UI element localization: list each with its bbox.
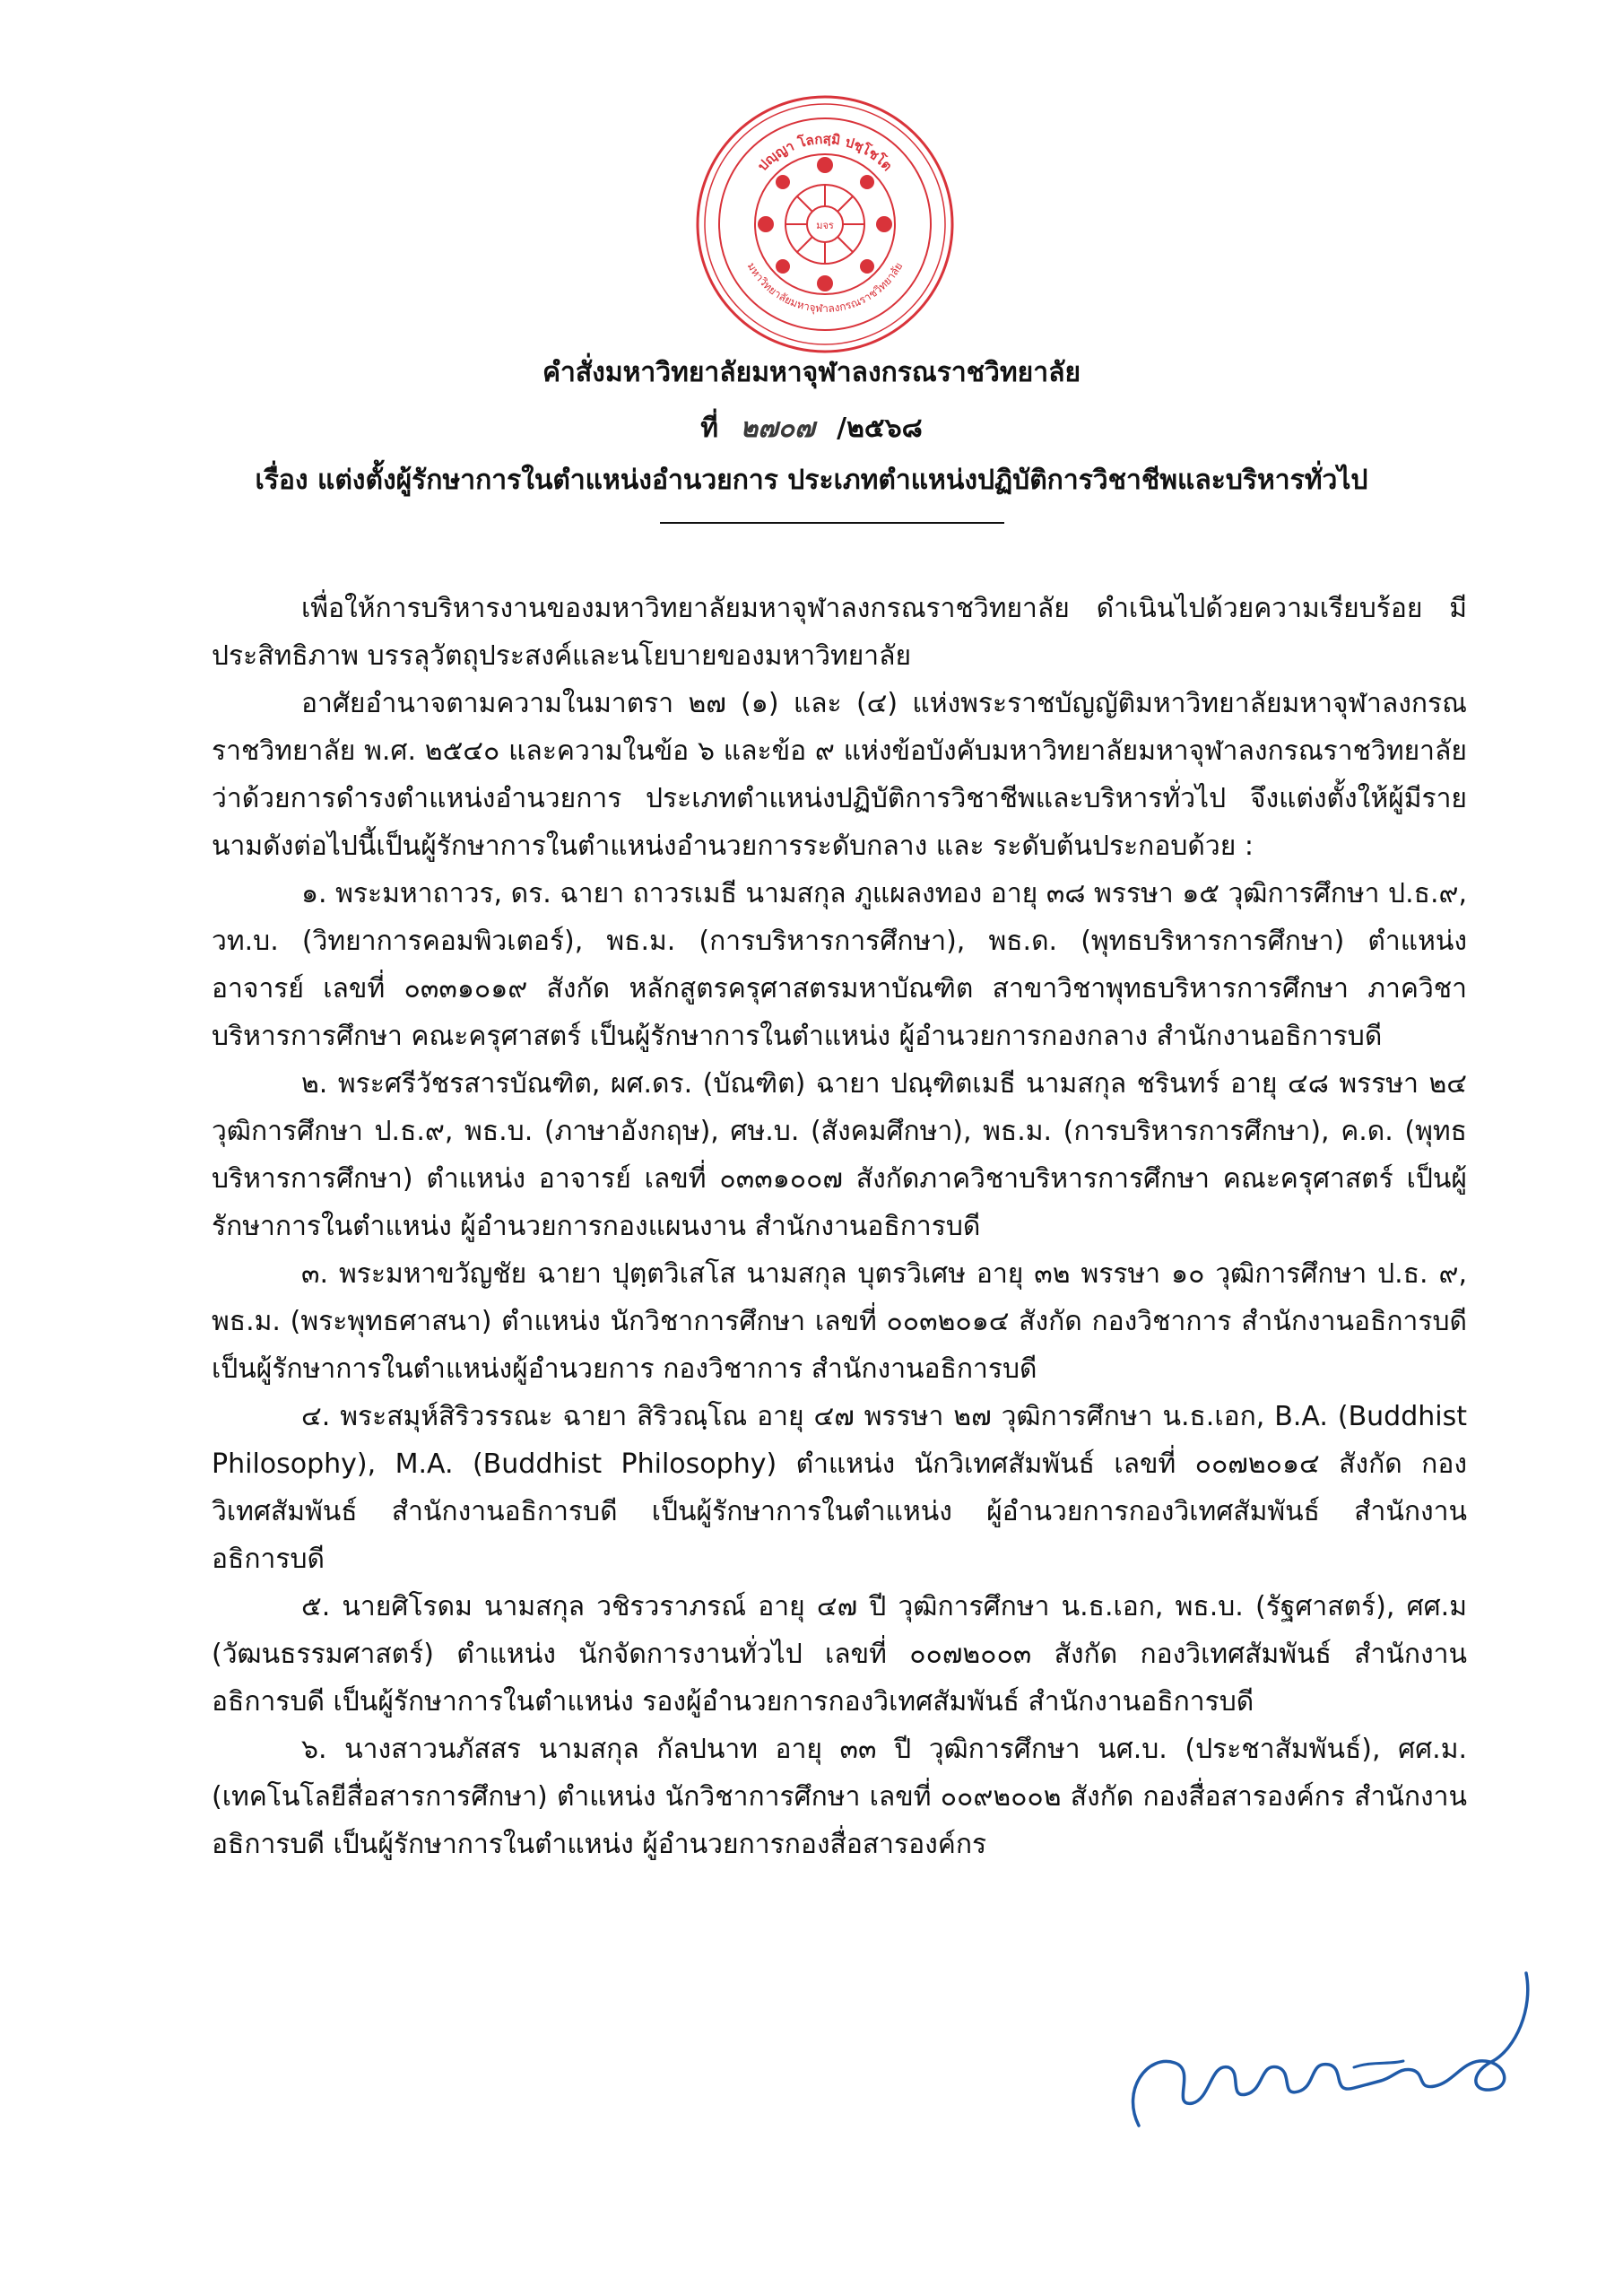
order-prefix: ที่ <box>700 413 719 444</box>
document-body <box>212 585 1467 1868</box>
appointee-item-4: ๔. พระสมุห์สิริวรรณะ ฉายา สิริวณฺโณ อายุ ๔๗ พรรษา ๒๗ วุฒิการศึกษา น.ธ.เอก, B.A. (Buddhist Philosophy), M.A. (Buddhist Philosophy) ตำแหน่ง นักวิเทศสัมพันธ์ เลขที่ ๐๐๗๒๐๑๔ สังกัด กองวิเทศสัมพันธ์ สำนักงานอธิการบดี เป็นผู้รักษาการในตำแหน่ง ผู้อำนวยการกองวิเทศสัมพันธ์ สำนักงานอธิการบดี <box>212 1401 1467 1575</box>
subject-line: เรื่อง แต่งตั้งผู้รักษาการในตำแหน่งอำนวยการ ประเภทตำแหน่งปฏิบัติการวิชาชีพและบริหารทั่วไป <box>255 465 1368 496</box>
seal-bottom-text: มหาวิทยาลัยมหาจุฬาลงกรณราชวิทยาลัย <box>744 260 906 316</box>
title-divider <box>660 522 1004 524</box>
authority-paragraph: อาศัยอำนาจตามความในมาตรา ๒๗ (๑) และ (๔) แห่งพระราชบัญญัติมหาวิทยาลัยมหาจุฬาลงกรณราชวิทยาลัย พ.ศ. ๒๕๔๐ และความในข้อ ๖ และข้อ ๙ แห่งข้อบังคับมหาวิทยาลัยมหาจุฬาลงกรณราชวิทยาลัย ว่าด้วยการดำรงตำแหน่งอำนวยการ ประเภทตำแหน่งปฏิบัติการวิชาชีพและบริหารทั่วไป จึงแต่งตั้งให้ผู้มีรายนามดังต่อไปนี้เป็นผู้รักษาการในตำแหน่งอำนวยการระดับกลาง และ ระดับต้นประกอบด้วย : <box>212 688 1467 862</box>
university-seal-logo <box>690 90 959 359</box>
seal-top-text: ปญฺญา โลกสฺมิ ปชฺโชโต <box>754 130 896 175</box>
appointee-item-2: ๒. พระศรีวัชรสารบัณฑิต, ผศ.ดร. (บัณฑิต) ฉายา ปณฺฑิตเมธี นามสกุล ชรินทร์ อายุ ๔๘ พรรษา ๒๔ วุฒิการศึกษา ป.ธ.๙, พธ.บ. (ภาษาอังกฤษ), ศษ.บ. (สังคมศึกษา), พธ.ม. (การบริหารการศึกษา), ค.ด. (พุทธบริหารการศึกษา) ตำแหน่ง อาจารย์ เลขที่ ๐๓๓๑๐๐๗ สังกัดภาควิชาบริหารการศึกษา คณะครุศาสตร์ เป็นผู้รักษาการในตำแหน่ง ผู้อำนวยการกองแผนงาน สำนักงานอธิการบดี <box>212 1068 1467 1242</box>
document-title: คำสั่งมหาวิทยาลัยมหาจุฬาลงกรณราชวิทยาลัย <box>542 357 1081 388</box>
intro-paragraph: เพื่อให้การบริหารงานของมหาวิทยาลัยมหาจุฬาลงกรณราชวิทยาลัย ดำเนินไปด้วยความเรียบร้อย มีประสิทธิภาพ บรรลุวัตถุประสงค์และนโยบายของมหาวิทยาลัย <box>212 593 1467 672</box>
order-year: /๒๕๖๘ <box>837 413 923 444</box>
appointee-item-3: ๓. พระมหาขวัญชัย ฉายา ปุตฺตวิเสโส นามสกุล บุตรวิเศษ อายุ ๓๒ พรรษา ๑๐ วุฒิการศึกษา ป.ธ. ๙, พธ.ม. (พระพุทธศาสนา) ตำแหน่ง นักวิชาการศึกษา เลขที่ ๐๐๓๒๐๑๔ สังกัด กองวิชาการ สำนักงานอธิการบดี เป็นผู้รักษาการในตำแหน่งผู้อำนวยการ กองวิชาการ สำนักงานอธิการบดี <box>212 1258 1467 1385</box>
order-number: ๒๗๐๗ <box>740 413 815 444</box>
appointee-item-5: ๕. นายศิโรดม นามสกุล วชิรวราภรณ์ อายุ ๔๗ ปี วุฒิการศึกษา น.ธ.เอก, พธ.บ. (รัฐศาสตร์), ศศ.ม (วัฒนธรรมศาสตร์) ตำแหน่ง นักจัดการงานทั่วไป เลขที่ ๐๐๗๒๐๐๓ สังกัด กองวิเทศสัมพันธ์ สำนักงานอธิการบดี เป็นผู้รักษาการในตำแหน่ง รองผู้อำนวยการกองวิเทศสัมพันธ์ สำนักงานอธิการบดี <box>212 1591 1467 1718</box>
seal-center-text: มจร <box>816 220 834 231</box>
handwritten-signature <box>1085 1955 1551 2135</box>
order-number-line <box>0 407 1623 449</box>
appointee-item-6: ๖. นางสาวนภัสสร นามสกุล กัลปนาท อายุ ๓๓ ปี วุฒิการศึกษา นศ.บ. (ประชาสัมพันธ์), ศศ.ม. (เทคโนโลยีสื่อสารการศึกษา) ตำแหน่ง นักวิชาการศึกษา เลขที่ ๐๐๙๒๐๐๒ สังกัด กองสื่อสารองค์กร สำนักงานอธิการบดี เป็นผู้รักษาการในตำแหน่ง ผู้อำนวยการกองสื่อสารองค์กร <box>212 1734 1467 1860</box>
appointee-item-1: ๑. พระมหาถาวร, ดร. ฉายา ถาวรเมธี นามสกุล ภูแผลงทอง อายุ ๓๘ พรรษา ๑๕ วุฒิการศึกษา ป.ธ.๙, วท.บ. (วิทยาการคอมพิวเตอร์), พธ.ม. (การบริหารการศึกษา), พธ.ด. (พุทธบริหารการศึกษา) ตำแหน่ง อาจารย์ เลขที่ ๐๓๓๑๐๑๙ สังกัด หลักสูตรครุศาสตรมหาบัณฑิต สาขาวิชาพุทธบริหารการศึกษา ภาควิชาบริหารการศึกษา คณะครุศาสตร์ เป็นผู้รักษาการในตำแหน่ง ผู้อำนวยการกองกลาง สำนักงานอธิการบดี <box>212 878 1467 1052</box>
